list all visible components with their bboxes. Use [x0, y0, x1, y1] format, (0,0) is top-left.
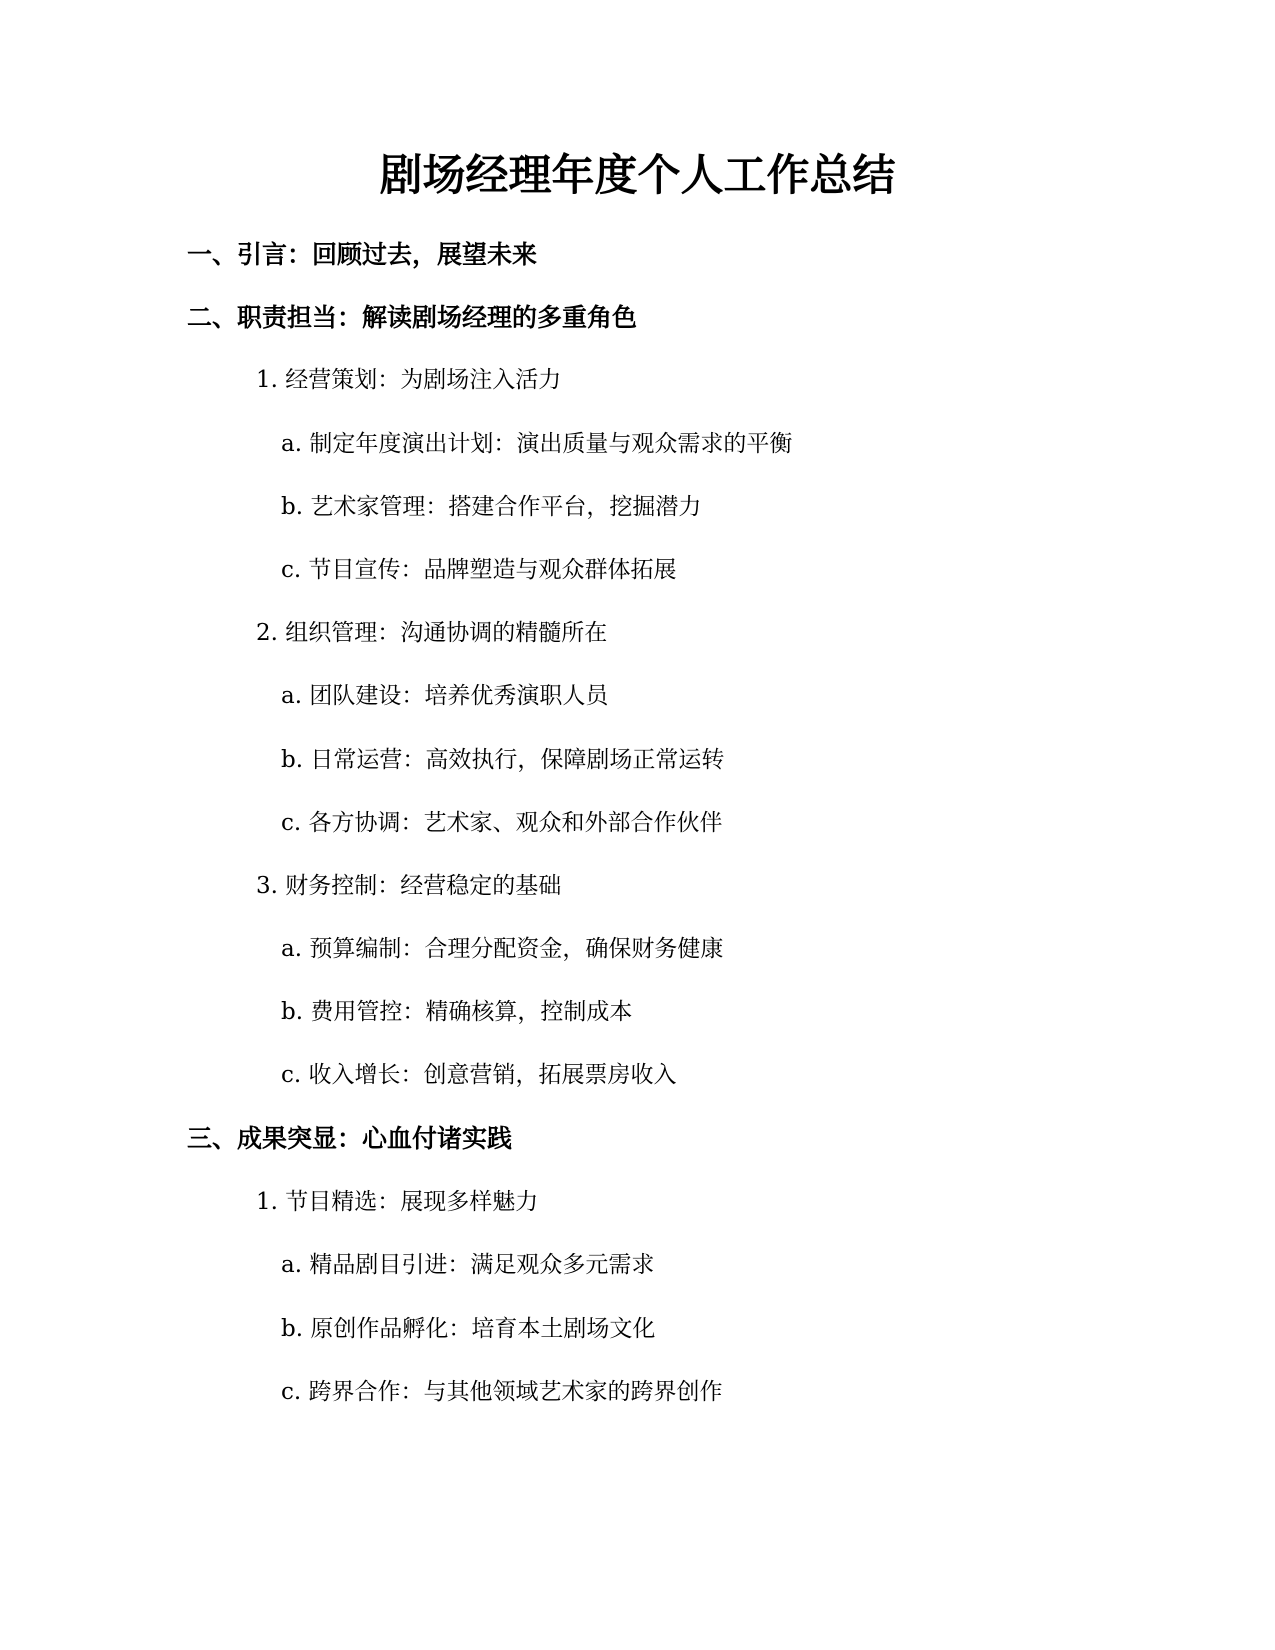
sub-list-item: a. 精品剧目引进：满足观众多元需求: [281, 1252, 655, 1278]
sub-list-item: c. 节目宣传：品牌塑造与观众群体拓展: [281, 557, 677, 583]
sub-list-item: b. 日常运营：高效执行，保障剧场正常运转: [281, 747, 725, 773]
section-heading-responsibilities: 二、职责担当：解读剧场经理的多重角色: [187, 303, 638, 332]
sub-list-item: a. 团队建设：培养优秀演职人员: [281, 683, 609, 709]
sub-list-item: b. 艺术家管理：搭建合作平台，挖掘潜力: [281, 494, 702, 520]
sub-list-item: a. 预算编制：合理分配资金，确保财务健康: [281, 936, 724, 962]
document-title: 剧场经理年度个人工作总结: [379, 151, 896, 201]
section-heading-achievements: 三、成果突显：心血付诸实践: [187, 1124, 513, 1153]
sub-list-item: c. 各方协调：艺术家、观众和外部合作伙伴: [281, 810, 723, 836]
list-item: 3. 财务控制：经营稳定的基础: [256, 873, 562, 899]
section-heading-introduction: 一、引言：回顾过去，展望未来: [187, 240, 538, 269]
list-item: 1. 经营策划：为剧场注入活力: [256, 367, 562, 393]
sub-list-item: b. 原创作品孵化：培育本土剧场文化: [281, 1316, 656, 1342]
sub-list-item: c. 跨界合作：与其他领域艺术家的跨界创作: [281, 1379, 723, 1405]
list-item: 1. 节目精选：展现多样魅力: [256, 1189, 539, 1215]
sub-list-item: c. 收入增长：创意营销，拓展票房收入: [281, 1062, 677, 1088]
sub-list-item: a. 制定年度演出计划：演出质量与观众需求的平衡: [281, 431, 793, 457]
list-item: 2. 组织管理：沟通协调的精髓所在: [256, 620, 608, 646]
sub-list-item: b. 费用管控：精确核算，控制成本: [281, 999, 633, 1025]
